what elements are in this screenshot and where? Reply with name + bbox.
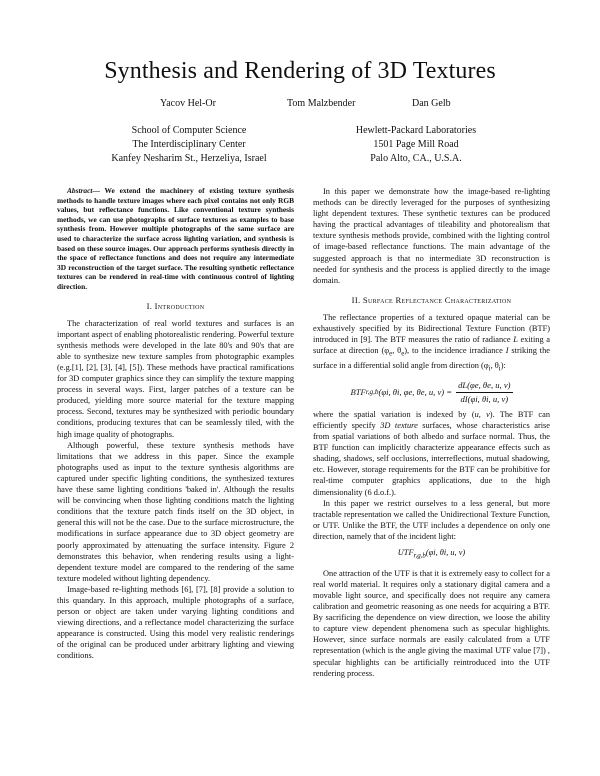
section-2-heading	[313, 295, 550, 306]
affiliation-1-line-3: Kanfey Nesharim St., Herzeliya, Israel	[111, 153, 267, 164]
btf-equation-args: (φi, θi, φe, θe, u, v) =	[378, 386, 453, 397]
btf-equation-fraction	[456, 380, 512, 405]
btf-equation-numerator: dL(φe, θe, u, v)	[456, 380, 512, 393]
section-2-paragraph-4: One attraction of the UTF is that it is extremely easy to collect for a real world material. It requires only a stationary digital camera and a movable light source, and specifically does not require any camera calibration and geometric reasoning as one needs for acquiring a BTF. By sacrificing the dependence on view direction, we loose the ability to capture view dependent phenomena such as specular highlights. However, since surface normals are easily calculated from a UTF representation (which is the angle giving the maximal UTF value [7]) , specular highlights can be artificially reintroduced into the UTF rendering process.	[313, 568, 550, 678]
intro-continued-paragraph: In this paper we demonstrate how the image-based re-lighting methods can be directly leveraged for the purposes of synthesizing light dependent textures. These synthetic textures can be produced having the practical advantages of tileability and photorealism that texture synthesis methods provide, combined with the lighting control of image-based reflectance functions. The main advantage of the suggested approach is that no intermediate 3D reconstruction is needed for synthesis and the process is applied directly to the image domain.	[313, 187, 550, 285]
left-column	[57, 186, 294, 662]
author-2: Tom Malzbender	[287, 98, 356, 109]
right-column	[313, 186, 550, 679]
paper-title: Synthesis and Rendering of 3D Textures	[104, 58, 496, 84]
section-1-paragraph-1: The characterization of real world textures and surfaces is an important aspect of enabling photorealistic rendering. Powerful texture synthesis methods were developed in the late 80's and 90's that are able to synthesize new texture samples from photographic examples (e.g.[1], [2], [3], [4], [5]). These methods have practical ramifications for 3D computer graphics since they can simplify the texture mapping process in several ways. First, larger patches of a texture can be produced, yielding more source material for the texture mapping process. Second, textures may be synthesized with periodic boundary conditions, producing textures that can be seamlessly tiled, with the high image quality of photographs.	[57, 318, 294, 439]
abstract-label: Abstract	[67, 186, 93, 195]
utf-equation	[313, 547, 550, 562]
section-2-number: II.	[351, 294, 361, 305]
btf-equation-subscript: r,g,b	[365, 387, 379, 396]
section-2-paragraph-1: The reflectance properties of a textured opaque material can be exhaustively specified by its Bidirectional Texture Function (BTF) introduced in [9]. The BTF measures the ratio of radiance L exiting a surface at direction ($\varphi_e$, $\theta_e$), to the incidence irradiance I striking the surface in a differential solid angle from direction ($\varphi_i$, $\theta_i$):	[313, 312, 550, 373]
section-2-title: Surface Reflectance Characterization	[362, 294, 512, 305]
section-2-paragraph-3: In this paper we restrict ourselves to a less general, but more tractable representation we called the Unidirectional Texture Function, or UTF. Unlike the BTF, the UTF includes a dependence on only one direction, namely that of the incident light:	[313, 498, 550, 541]
abstract-text: — We extend the machinery of existing texture synthesis methods to handle texture images where each pixel contains not only RGB values, but reflectance functions. Like conventional texture synthesis methods, we can use photographs of surface textures as examples to base synthesis from. However multiple photographs of the same surface are used to characterize the surface across lighting variation, and synthesis is based on these source images. Our approach performs synthesis directly in the space of reflectance functions and does not require any intermediate 3D reconstruction of the target surface. The resulting synthetic reflectance textures can be rendered in real-time with continuous control of lighting direction.	[57, 186, 294, 291]
affiliation-2	[330, 124, 502, 166]
section-1-paragraph-3: Image-based re-lighting methods [6], [7], [8] provide a solution to this quandary. In this approach, multiple photographs of a surface, person or object are taken under varying lighting conditions and viewing directions, and a reflectance model characterizing the surface appearance is constructed. Using this model very realistic renderings of the original can be produced under arbitrary lighting and viewing conditions.	[57, 584, 294, 661]
affiliation-2-line-3: Palo Alto, CA., U.S.A.	[370, 153, 462, 164]
utf-equation-args: (φi, θi, u, v)	[425, 548, 466, 558]
author-3: Dan Gelb	[412, 98, 451, 109]
utf-equation-lhs: UTF	[397, 548, 414, 558]
affiliation-2-line-2: 1501 Page Mill Road	[373, 139, 459, 150]
affiliation-1	[76, 124, 302, 166]
author-1: Yacov Hel-Or	[160, 98, 216, 109]
btf-equation	[313, 380, 550, 405]
affiliation-1-line-2: The Interdisciplinary Center	[132, 139, 246, 150]
section-1-number: I.	[146, 300, 153, 311]
affiliation-2-line-1: Hewlett-Packard Laboratories	[355, 125, 477, 136]
section-1-paragraph-2: Although powerful, these texture synthesis methods have limitations that we address in this paper. Since the example photographs used as input to the texture synthesis algorithms are captured under specific lighting conditions, the synthesized textures have these same lighting conditions 'baked in'. Although the results will be convincing when those lighting conditions match the lighting conditions that the texture patch finds itself on the 3D object, in general this will not be the case. Due to the surface microstructure, the modifications in surface appearance due to 3D object geometry are poorly approximated by attenuating the surface intensity. Figure 2 demonstrates this behavior, when rendering results using a light-dependent texture model are compared to the rendering of the same texture modeled without lighting dependency.	[57, 440, 294, 583]
abstract	[57, 186, 294, 292]
btf-equation-denominator: dI(φi, θi, u, v)	[460, 393, 509, 404]
section-1-heading	[57, 301, 294, 312]
utf-equation-subscript: r,g,b	[413, 551, 426, 560]
section-2-paragraph-2: where the spatial variation is indexed by (u, v). The BTF can efficiently specify 3D texture surfaces, whose characteristics arise from spatial variations of both albedo and surface normal. Thus, the BTF function can implicitly characterize appearance effects such as shading, shadows, self occlusions, interreflections, mutual shadowing, etc. However, storage requirements for the BTF can be prohibitive for real-time computer graphics applications, due to the high dimensionality (6 d.o.f.).	[313, 409, 551, 497]
affiliation-1-line-1: School of Computer Science	[131, 125, 247, 136]
btf-equation-lhs: BTF	[350, 386, 366, 397]
section-1-title: Introduction	[154, 300, 205, 311]
